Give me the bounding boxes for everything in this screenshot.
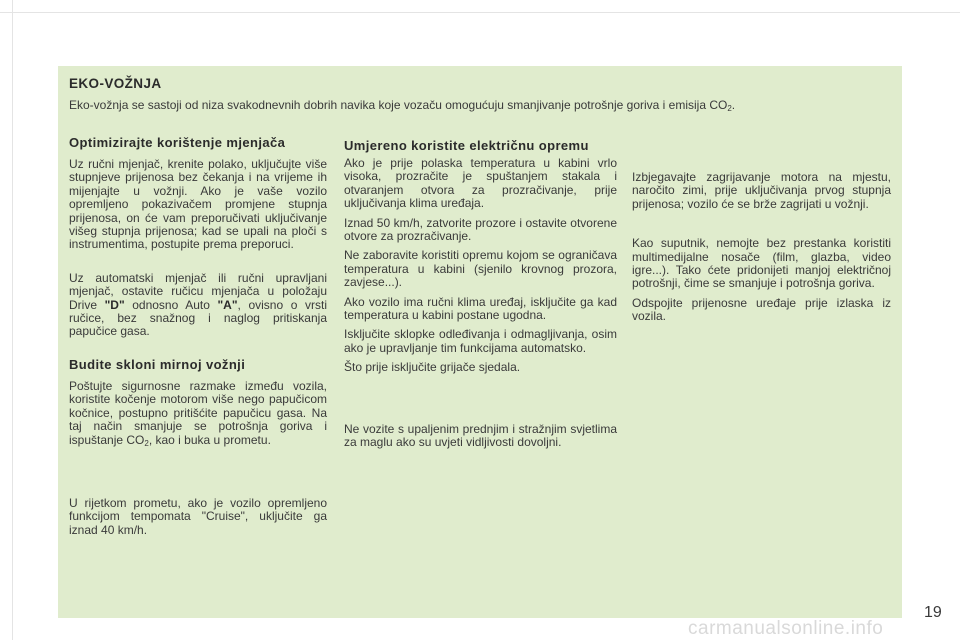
text-span: Uz automatski mjenjač ili ručni upravljani mjenjač, ostavite ručicu mjenjača u položaju Drive	[69, 270, 327, 312]
paragraph-safe-distance	[69, 380, 327, 447]
watermark: carmanualsonline.info	[688, 618, 884, 639]
paragraph-windows: Iznad 50 km/h, zatvorite prozore i ostavite otvorene otvore za prozračivanje.	[344, 215, 617, 244]
paragraph-multimedia: Kao suputnik, nemojte bez prestanka koristiti multimedijalne nosače (film, glazba, video igre...). Tako ćete pridonijeti manjoj električnoj potrošnji, čime se smanjuje i potrošnja goriva.	[632, 236, 891, 291]
paragraph-portable-devices: Odspojite prijenosne uređaje prije izlaska iz vozila.	[632, 295, 891, 324]
page-edge-left	[12, 0, 13, 640]
text-span: , kao i buka u prometu.	[148, 432, 271, 447]
paragraph-demisting: Isključite sklopke odleđivanja i odmagljivanja, osim ako je upravljanje tim funkcijama automatsko.	[344, 327, 617, 355]
intro-end: .	[731, 98, 736, 112]
paragraph-fog-lights: Ne vozite s upaljenim prednjim i stražnjim svjetlima za maglu ako su uvjeti vidljivosti dovoljni.	[344, 421, 617, 450]
paragraph-sunblind: Ne zaboravite koristiti opremu kojom se ograničava temperatura u kabini (sjenilo krovnog prozora, zavjese...).	[344, 248, 617, 290]
auto-mode-label: "A"	[217, 297, 238, 312]
paragraph-seat-heaters: Što prije isključite grijače sjedala.	[344, 360, 521, 375]
heading-calm-driving: Budite skloni mirnoj vožnji	[69, 356, 246, 372]
column-gearbox	[69, 135, 327, 537]
page-edge-top	[0, 12, 960, 13]
section-title: EKO-VOŽNJA	[69, 76, 162, 91]
co2-subscript: 2	[144, 438, 149, 448]
eco-driving-panel	[58, 66, 902, 618]
page-number: 19	[924, 604, 942, 621]
text-span: , ovisno o vrsti ručice, bez snažnog i naglog pritiskanja papučice gasa.	[69, 297, 327, 339]
heading-electrical-equipment: Umjereno koristite električnu opremu	[344, 138, 589, 153]
paragraph-automatic-gearbox	[69, 272, 327, 339]
intro-subscript: 2	[727, 104, 732, 113]
text-span: Poštujte sigurnosne razmake između vozila, koristite kočenje motorom više nego papučicom kočnice, postupno pritišćite papučicu gasa. Na taj način smanjuje se potrošnja goriva i ispuštanje CO	[69, 378, 327, 447]
column-electrical	[344, 138, 617, 450]
paragraph-engine-warmup: Izbjegavajte zagrijavanje motora na mjestu, naročito zimi, prije uključivanja prvog stupnja prijenosa; vozilo će se brže zagrijati u vožnji.	[632, 170, 891, 211]
column-extra	[632, 171, 891, 324]
paragraph-cabin-ventilation: Ako je prije polaska temperatura u kabini vrlo visoka, prozračite je spuštanjem stakala i otvaranjem otvora za prozračivanje, prije uključivanja klima uređaja.	[344, 156, 617, 211]
drive-mode-label: "D"	[104, 297, 125, 312]
paragraph-manual-gearbox: Uz ručni mjenjač, krenite polako, uključujte više stupnjeve prijenosa bez čekanja i na vrijeme ih mijenjajte u vožnji. Ako je vaše vozilo opremljeno pokazivačem promjene stupnja prijenosa, on će vam preporučivati uključivanje višeg stupnja prijenosa; kad se upali na ploči s instrumentima, postupite prema preporuci.	[69, 157, 327, 252]
paragraph-air-conditioning: Ako vozilo ima ručni klima uređaj, isključite ga kad temperatura u kabini postane ugodna.	[344, 294, 617, 323]
heading-gearbox: Optimizirajte korištenje mjenjača	[69, 135, 286, 150]
intro-text: Eko-vožnja se sastoji od niza svakodnevnih dobrih navika koje vozaču omogućuju smanjivanje potrošnje goriva i emisija CO	[69, 98, 728, 112]
intro-paragraph	[69, 98, 889, 112]
paragraph-cruise-control: U rijetkom prometu, ako je vozilo opremljeno funkcijom tempomata "Cruise", uključite ga iznad 40 km/h.	[69, 495, 327, 537]
text-span: odnosno Auto	[124, 297, 218, 312]
